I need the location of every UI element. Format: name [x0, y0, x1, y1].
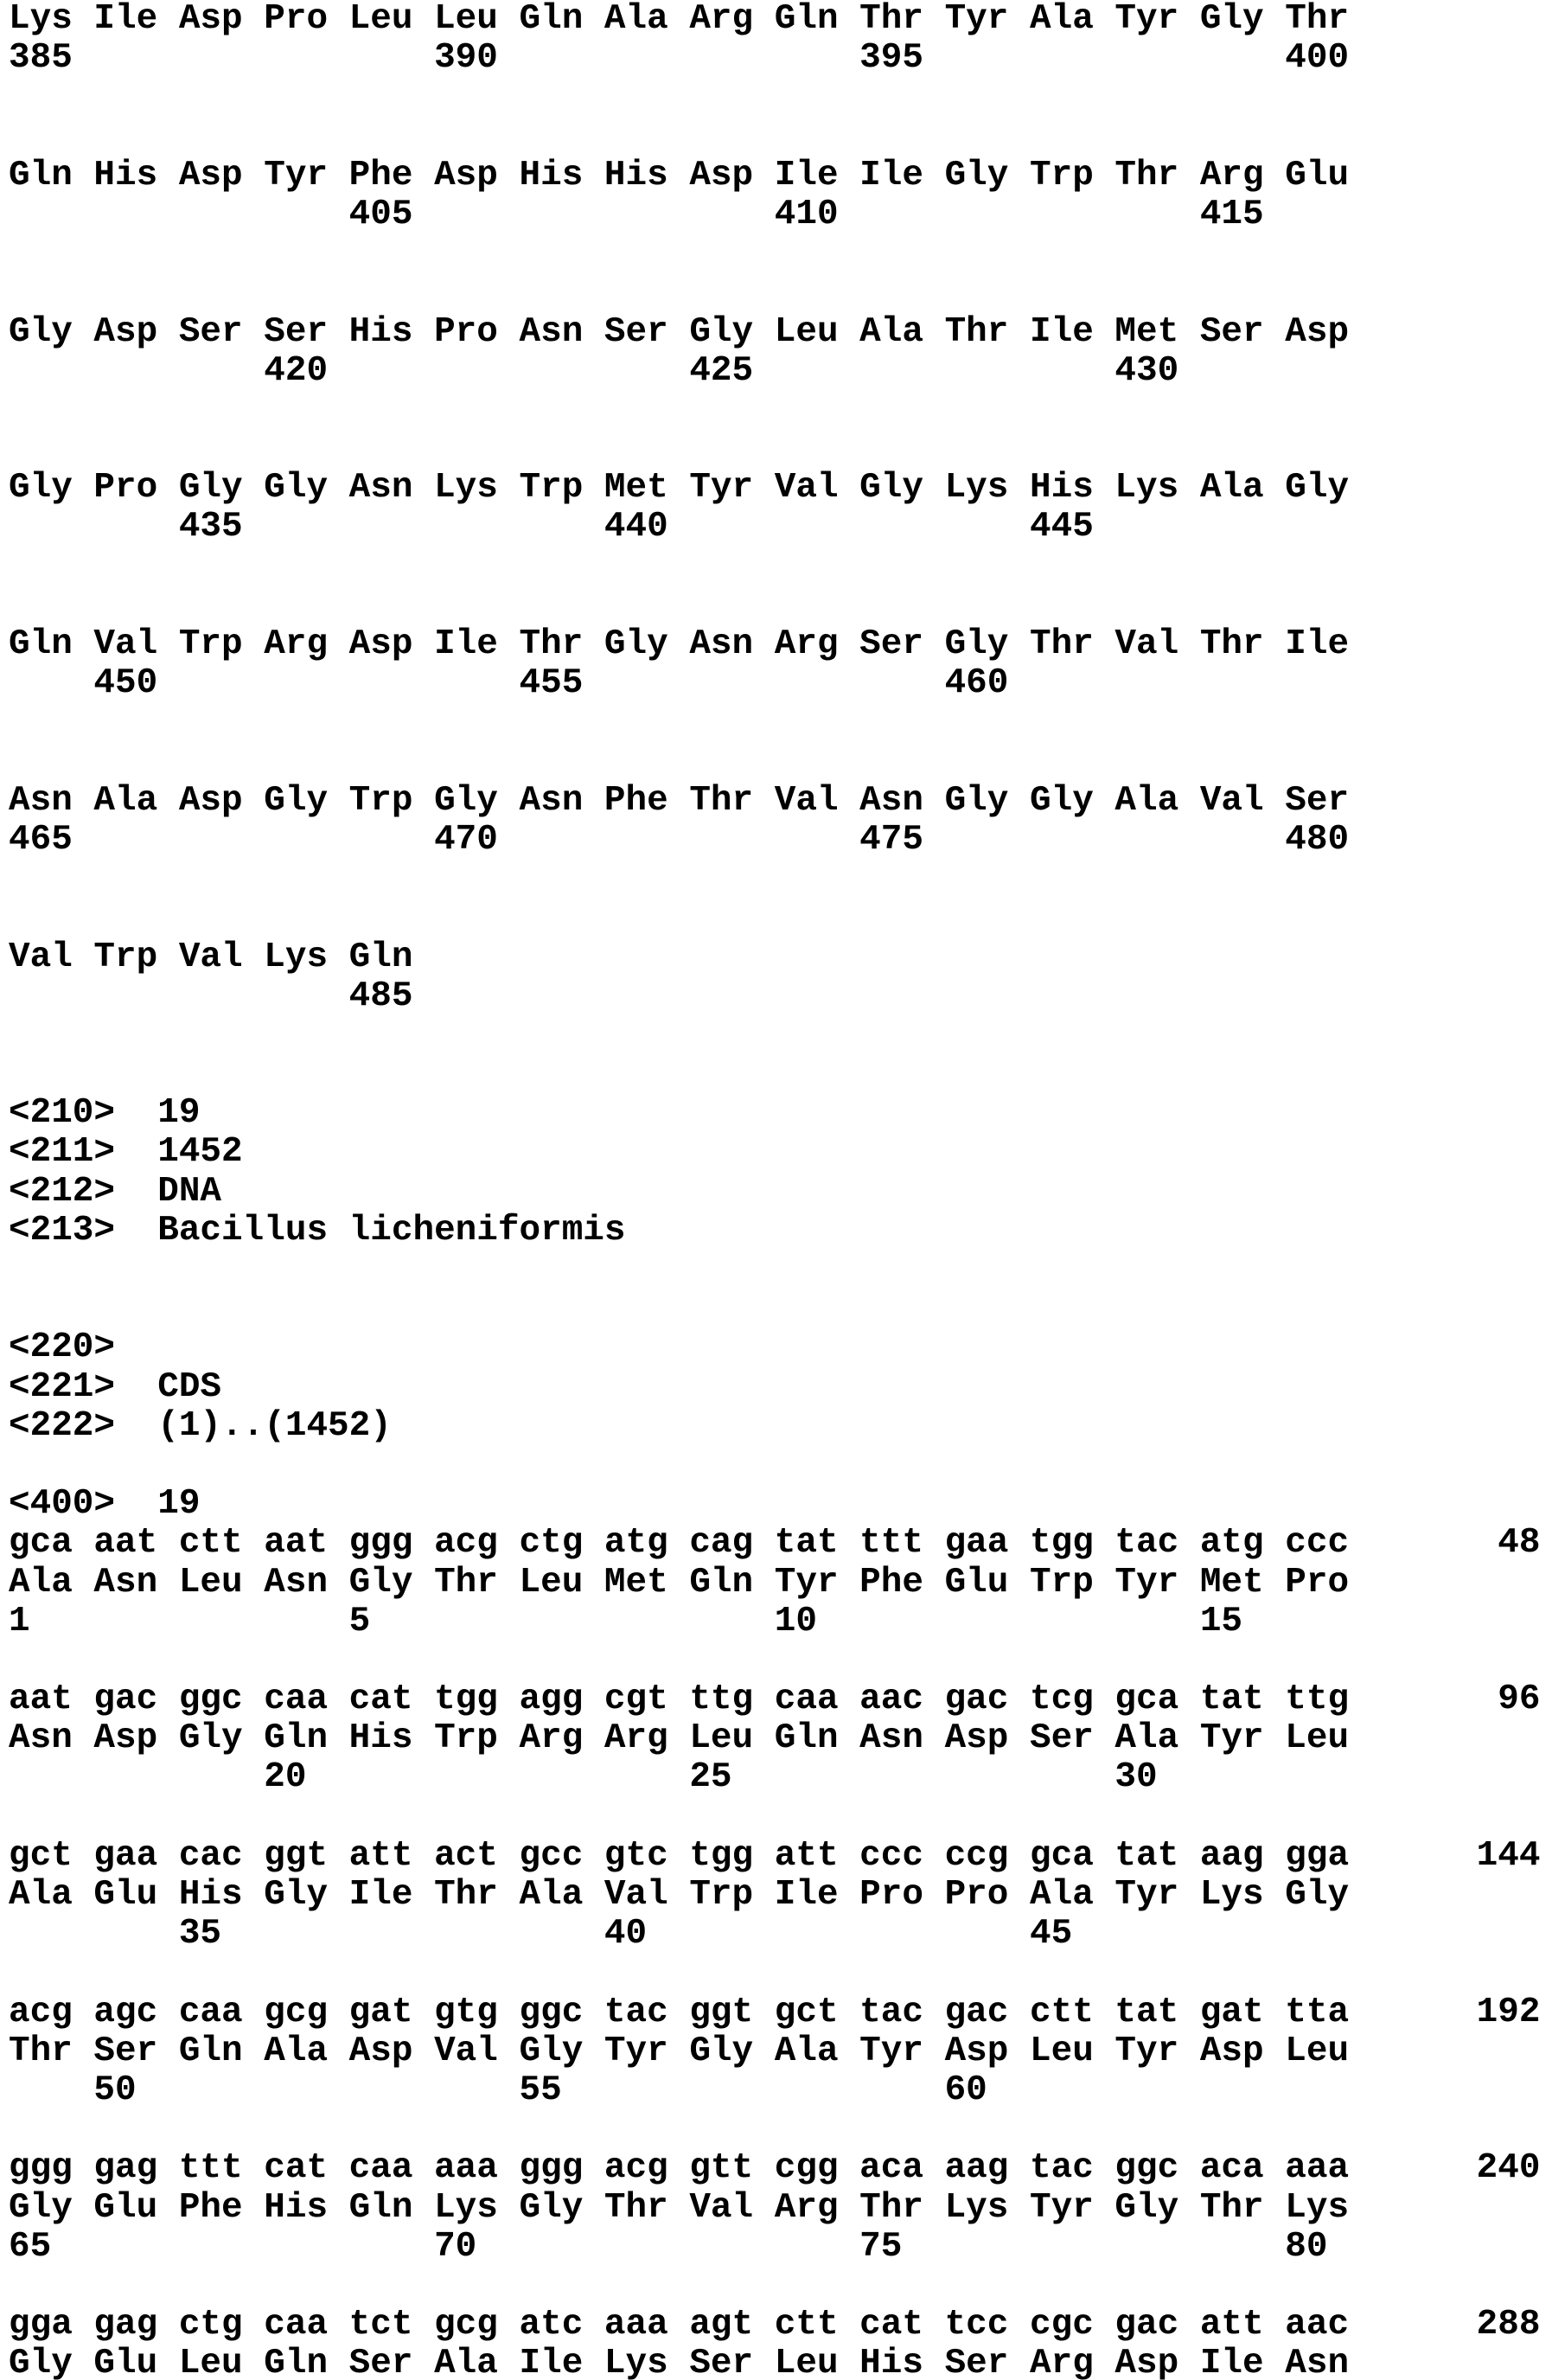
blank-line [9, 1641, 1552, 1680]
text-line: 385 390 395 400 [9, 38, 1350, 79]
text-line: 65 70 75 80 [9, 2226, 1328, 2267]
text-line: 50 55 60 [9, 2070, 987, 2110]
text-line: aat gac ggc caa cat tgg agg cgt ttg caa aac gac tcg gca tat ttg 96 [9, 1679, 1541, 1720]
text-line: acg agc caa gcg gat gtg ggc tac ggt gct tac gac ctt tat gat tta 192 [9, 1992, 1541, 2032]
text-line: gga gag ctg caa tct gcg atc aaa agt ctt cat tcc cgc gac att aac 288 [9, 2305, 1541, 2345]
text-line: Gly Glu Phe His Gln Lys Gly Thr Val Arg Thr Lys Tyr Gly Thr Lys [9, 2187, 1350, 2228]
blank-line [9, 78, 1552, 117]
text-line: Asn Asp Gly Gln His Trp Arg Arg Leu Gln Asn Asp Ser Ala Tyr Leu [9, 1718, 1350, 1759]
text-line: 465 470 475 480 [9, 819, 1350, 860]
text-line: 435 440 445 [9, 507, 1094, 547]
text-line: <211> 1452 [9, 1132, 243, 1173]
blank-line [9, 860, 1552, 899]
blank-line [9, 586, 1552, 625]
text-line: 420 425 430 [9, 350, 1179, 391]
text-line: <213> Bacillus licheniformis [9, 1210, 626, 1251]
text-line: <210> 19 [9, 1093, 201, 1134]
sequence-listing-text [9, 0, 1552, 2380]
blank-line [9, 2110, 1552, 2149]
text-line: 20 25 30 [9, 1757, 1158, 1798]
text-line: Val Trp Val Lys Gln [9, 937, 413, 977]
text-line: Thr Ser Gln Ala Asp Val Gly Tyr Gly Ala Tyr Asp Leu Tyr Asp Leu [9, 2031, 1350, 2071]
text-line: 450 455 460 [9, 663, 1009, 704]
blank-line [9, 547, 1552, 586]
blank-line [9, 118, 1552, 157]
text-line: gca aat ctt aat ggg acg ctg atg cag tat ttt gaa tgg tac atg ccc 48 [9, 1523, 1541, 1564]
text-line: 35 40 45 [9, 1914, 1073, 1955]
blank-line [9, 1446, 1552, 1485]
text-line: gct gaa cac ggt att act gcc gtc tgg att ccc ccg gca tat aag gga 144 [9, 1835, 1541, 1876]
blank-line [9, 391, 1552, 430]
text-line: 1 5 10 15 [9, 1601, 1243, 1641]
text-line: Gly Glu Leu Gln Ser Ala Ile Lys Ser Leu His Ser Arg Asp Ile Asn [9, 2344, 1350, 2380]
text-line: Gln His Asp Tyr Phe Asp His His Asp Ile Ile Gly Trp Thr Arg Glu [9, 155, 1350, 195]
text-line: <220> [9, 1328, 116, 1368]
text-line: 405 410 415 [9, 194, 1264, 234]
blank-line [9, 1954, 1552, 1993]
text-line: <222> (1)..(1452) [9, 1405, 392, 1446]
blank-line [9, 899, 1552, 937]
text-line: 485 [9, 976, 413, 1016]
text-line: ggg gag ttt cat caa aaa ggg acg gtt cgg aca aag tac ggc aca aaa 240 [9, 2148, 1541, 2189]
text-line: <400> 19 [9, 1484, 201, 1525]
blank-line [9, 430, 1552, 469]
blank-line [9, 1798, 1552, 1837]
blank-line [9, 743, 1552, 782]
text-line: Lys Ile Asp Pro Leu Leu Gln Ala Arg Gln Thr Tyr Ala Tyr Gly Thr [9, 0, 1350, 39]
text-line: <221> CDS [9, 1366, 222, 1407]
text-line: Asn Ala Asp Gly Trp Gly Asn Phe Thr Val Asn Gly Gly Ala Val Ser [9, 780, 1350, 821]
text-line: Ala Glu His Gly Ile Thr Ala Val Trp Ile Pro Pro Ala Tyr Lys Gly [9, 1875, 1350, 1915]
text-line: Gln Val Trp Arg Asp Ile Thr Gly Asn Arg Ser Gly Thr Val Thr Ile [9, 624, 1350, 664]
blank-line [9, 2267, 1552, 2306]
blank-line [9, 1251, 1552, 1289]
blank-line [9, 273, 1552, 312]
blank-line [9, 1016, 1552, 1055]
blank-line [9, 1055, 1552, 1094]
blank-line [9, 703, 1552, 742]
text-line: Ala Asn Leu Asn Gly Thr Leu Met Gln Tyr Phe Glu Trp Tyr Met Pro [9, 1562, 1350, 1603]
text-line: <212> DNA [9, 1171, 222, 1212]
text-line: Gly Pro Gly Gly Asn Lys Trp Met Tyr Val Gly Lys His Lys Ala Gly [9, 468, 1350, 509]
text-line: Gly Asp Ser Ser His Pro Asn Ser Gly Leu Ala Thr Ile Met Ser Asp [9, 311, 1350, 352]
blank-line [9, 1289, 1552, 1328]
blank-line [9, 234, 1552, 273]
